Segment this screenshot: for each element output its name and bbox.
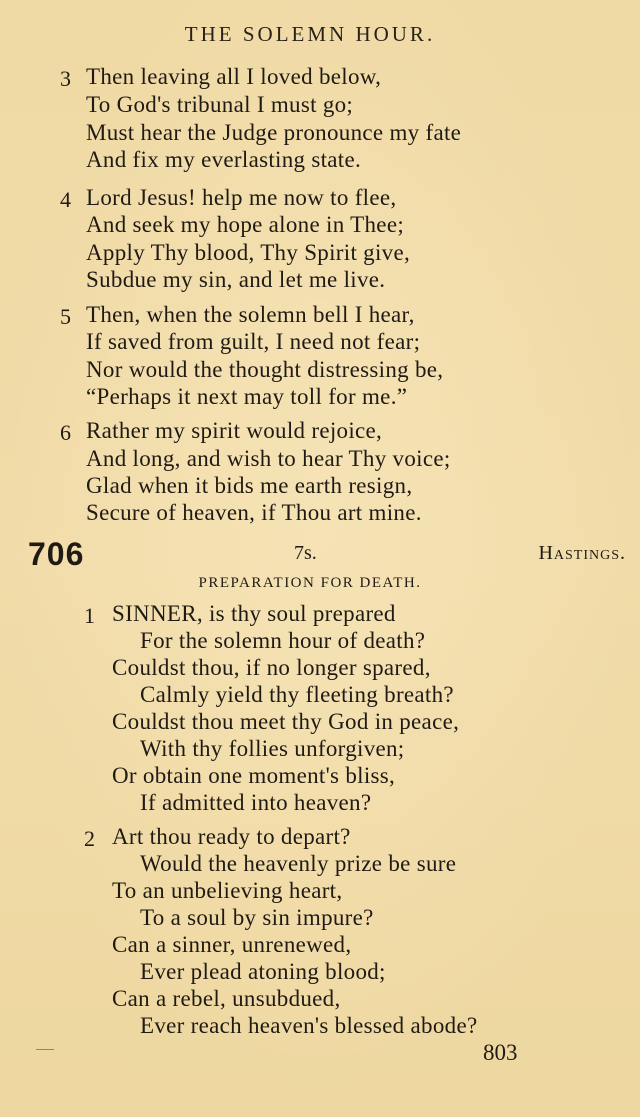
- verse-line: “Perhaps it next may toll for me.”: [86, 384, 408, 409]
- verse-line: Subdue my sin, and let me live.: [86, 267, 386, 292]
- verse-line: To an unbelieving heart,: [112, 878, 343, 903]
- printer-mark: [36, 1043, 54, 1050]
- verse-line: If admitted into heaven?: [140, 790, 372, 815]
- verse-line: If saved from guilt, I need not fear;: [86, 329, 421, 354]
- verse-line: To a soul by sin impure?: [140, 905, 374, 930]
- hymn-tune: Hastings.: [538, 542, 626, 564]
- verse-line: And seek my hope alone in Thee;: [86, 212, 405, 237]
- verse-line: Art thou ready to depart?: [112, 824, 351, 849]
- verse-line: Must hear the Judge pronounce my fate: [86, 120, 462, 145]
- verse-line: Can a rebel, unsubdued,: [112, 986, 341, 1011]
- stanza-number: 2: [84, 826, 95, 851]
- verse-line: Then leaving all I loved below,: [86, 64, 382, 89]
- stanza-number: 5: [60, 304, 71, 329]
- verse-line: Secure of heaven, if Thou art mine.: [86, 500, 422, 525]
- verse-line: Can a sinner, unrenewed,: [112, 932, 352, 957]
- running-head: THE SOLEMN HOUR.: [184, 22, 436, 46]
- verse-line: Then, when the solemn bell I hear,: [86, 302, 415, 327]
- page-number: 803: [483, 1040, 518, 1065]
- stanza-number: 4: [60, 187, 71, 212]
- verse-line: Apply Thy blood, Thy Spirit give,: [86, 240, 411, 265]
- verse-line: Would the heavenly prize be sure: [140, 851, 457, 876]
- hymn-subtitle: PREPARATION FOR DEATH.: [198, 575, 422, 591]
- verse-line: SINNER, is thy soul prepared: [112, 601, 396, 626]
- verse-line: Lord Jesus! help me now to flee,: [86, 185, 397, 210]
- verse-line: Glad when it bids me earth resign,: [86, 473, 413, 498]
- hymn-meter: 7s.: [294, 542, 317, 564]
- stanza-number: 3: [60, 66, 71, 91]
- verse-line: Couldst thou, if no longer spared,: [112, 655, 431, 680]
- verse-line: To God's tribunal I must go;: [86, 92, 354, 117]
- verse-line: Or obtain one moment's bliss,: [112, 763, 396, 788]
- verse-line: Ever reach heaven's blessed abode?: [140, 1013, 478, 1038]
- verse-line: And long, and wish to hear Thy voice;: [86, 446, 451, 471]
- verse-line: Calmly yield thy fleeting breath?: [140, 682, 454, 707]
- verse-line: For the solemn hour of death?: [140, 628, 426, 653]
- verse-line: Rather my spirit would rejoice,: [86, 418, 383, 443]
- verse-line: And fix my everlasting state.: [86, 147, 362, 172]
- hymn-number: 706: [28, 536, 85, 572]
- stanza-number: 1: [84, 603, 95, 628]
- verse-line: Nor would the thought distressing be,: [86, 357, 444, 382]
- verse-line: Ever plead atoning blood;: [140, 959, 386, 984]
- verse-line: Couldst thou meet thy God in peace,: [112, 709, 460, 734]
- stanza-number: 6: [60, 420, 71, 445]
- verse-line: With thy follies unforgiven;: [140, 736, 405, 761]
